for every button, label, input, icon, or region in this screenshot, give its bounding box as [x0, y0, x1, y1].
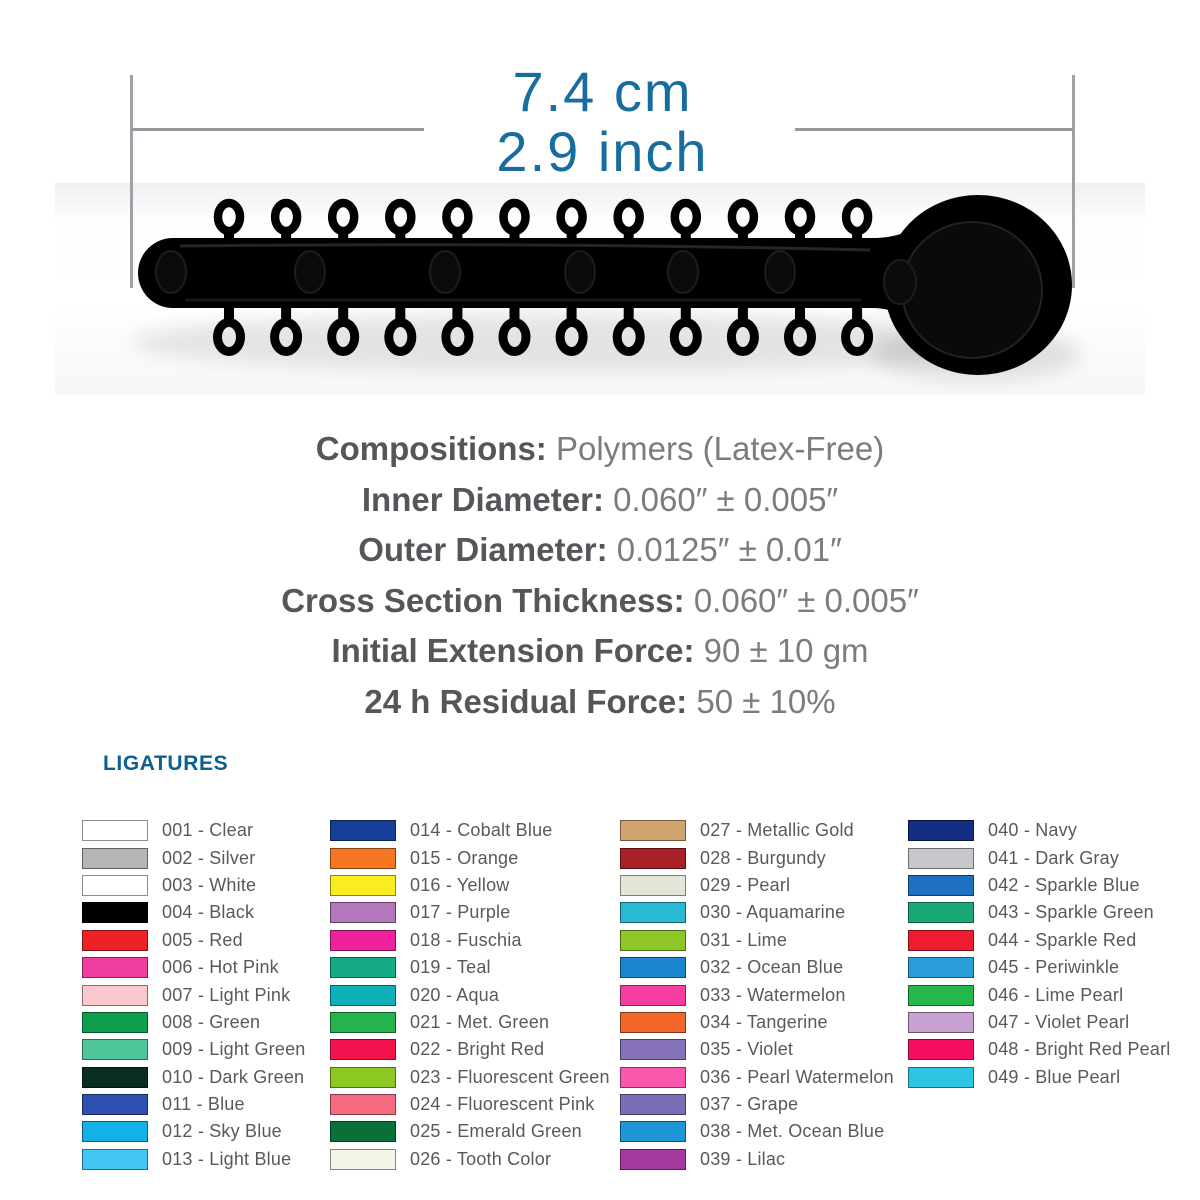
color-swatch [330, 1149, 396, 1170]
legend-row [82, 1009, 306, 1036]
legend-row [620, 1064, 894, 1091]
legend-label: 033 - Watermelon [700, 984, 846, 1005]
spec-value: 90 ± 10 gm [703, 632, 869, 669]
color-swatch [908, 1039, 974, 1060]
color-swatch [330, 957, 396, 978]
spec-label: 24 h Residual Force: [364, 682, 697, 720]
ligatures-heading: LIGATURES [103, 752, 229, 775]
spec-value: 50 ± 10% [696, 682, 836, 720]
legend-label: 022 - Bright Red [410, 1039, 545, 1060]
legend-label: 021 - Met. Green [410, 1011, 550, 1032]
color-swatch [82, 1012, 148, 1033]
legend-row [82, 872, 306, 899]
color-swatch [620, 1149, 686, 1170]
color-swatch [908, 902, 974, 923]
color-swatch [620, 820, 686, 841]
legend-label: 009 - Light Green [162, 1039, 306, 1060]
legend-label: 046 - Lime Pearl [988, 984, 1124, 1005]
color-swatch [330, 848, 396, 869]
spec-label: Outer Diameter: [358, 531, 617, 568]
dimension-label-cm: 7.4 cm [512, 60, 693, 123]
ligature-ring [618, 203, 640, 231]
legend-row [620, 872, 894, 899]
legend-row [620, 844, 894, 871]
legend-label: 038 - Met. Ocean Blue [700, 1121, 885, 1142]
legend-row [908, 817, 1171, 844]
rings-top [218, 203, 868, 242]
legend-row [908, 1036, 1171, 1063]
color-swatch [82, 1094, 148, 1115]
color-swatch [82, 1121, 148, 1142]
legend-row [330, 1091, 610, 1118]
legend-row [330, 981, 610, 1008]
legend-row [82, 899, 306, 926]
legend-column-3 [620, 817, 894, 1173]
legend-row [82, 817, 306, 844]
legend-row [330, 817, 610, 844]
legend-label: 011 - Blue [162, 1094, 245, 1115]
color-swatch [620, 1121, 686, 1142]
legend-column-4 [908, 817, 1171, 1091]
legend-label: 030 - Aquamarine [700, 902, 846, 923]
ligature-ring [789, 203, 811, 231]
legend-label: 023 - Fluorescent Green [410, 1066, 610, 1087]
legend-label: 025 - Emerald Green [410, 1121, 582, 1142]
color-swatch [620, 902, 686, 923]
spec-label: Cross Section Thickness: [281, 581, 694, 619]
legend-row [330, 872, 610, 899]
legend-row [908, 844, 1171, 871]
color-swatch [908, 930, 974, 951]
color-swatch [82, 1067, 148, 1088]
legend-label: 005 - Red [162, 929, 243, 950]
legend-label: 034 - Tangerine [700, 1011, 828, 1032]
legend-label: 045 - Periwinkle [988, 957, 1120, 978]
color-swatch [908, 985, 974, 1006]
legend-row [620, 1118, 894, 1145]
legend-label: 041 - Dark Gray [988, 847, 1120, 868]
color-swatch [908, 1067, 974, 1088]
color-swatch [82, 875, 148, 896]
legend-label: 019 - Teal [410, 957, 491, 978]
color-swatch [330, 930, 396, 951]
color-swatch [908, 1012, 974, 1033]
color-swatch [620, 1039, 686, 1060]
spec-line [0, 677, 1200, 728]
spec-line [0, 626, 1200, 677]
legend-label: 016 - Yellow [410, 874, 510, 895]
legend-row [82, 954, 306, 981]
legend-row [82, 1091, 306, 1118]
color-swatch [620, 848, 686, 869]
ligature-ring [504, 203, 526, 231]
legend-label: 044 - Sparkle Red [988, 929, 1137, 950]
legend-row [908, 927, 1171, 954]
color-swatch [82, 902, 148, 923]
color-swatch [82, 957, 148, 978]
legend-label: 048 - Bright Red Pearl [988, 1039, 1171, 1060]
color-swatch [330, 1094, 396, 1115]
legend-column-1 [82, 817, 306, 1173]
legend-row [620, 1036, 894, 1063]
spec-line [0, 424, 1200, 475]
legend-row [908, 899, 1171, 926]
legend-label: 032 - Ocean Blue [700, 957, 844, 978]
legend-label: 037 - Grape [700, 1094, 799, 1115]
legend-row [330, 1064, 610, 1091]
legend-label: 040 - Navy [988, 820, 1078, 841]
legend-label: 007 - Light Pink [162, 984, 291, 1005]
legend-row [620, 817, 894, 844]
spec-label: Inner Diameter: [361, 480, 614, 518]
legend-label: 003 - White [162, 874, 257, 895]
legend-row [82, 927, 306, 954]
color-swatch [82, 930, 148, 951]
spec-value: 0.0125″ ± 0.01″ [616, 531, 842, 568]
legend-row [620, 899, 894, 926]
stick-paddle-inner [902, 222, 1042, 358]
legend-row [620, 981, 894, 1008]
legend-label: 010 - Dark Green [162, 1066, 305, 1087]
ligature-ring [675, 203, 697, 231]
legend-label: 042 - Sparkle Blue [988, 874, 1140, 895]
legend-row [908, 872, 1171, 899]
legend-label: 008 - Green [162, 1011, 261, 1032]
legend-label: 029 - Pearl [700, 874, 791, 895]
color-swatch [908, 848, 974, 869]
color-swatch [908, 875, 974, 896]
legend-label: 043 - Sparkle Green [988, 902, 1154, 923]
color-swatch [620, 985, 686, 1006]
legend-column-2 [330, 817, 610, 1173]
legend-row [82, 1146, 306, 1173]
legend-row [330, 899, 610, 926]
legend-label: 017 - Purple [410, 902, 511, 923]
legend-label: 049 - Blue Pearl [988, 1066, 1121, 1087]
spec-line [0, 576, 1200, 627]
ligature-ring [332, 203, 354, 231]
legend-row [620, 1009, 894, 1036]
color-swatch [620, 875, 686, 896]
legend-label: 002 - Silver [162, 847, 256, 868]
legend-row [82, 1118, 306, 1145]
legend-label: 039 - Lilac [700, 1148, 786, 1169]
spec-label: Initial Extension Force: [331, 632, 704, 669]
color-swatch [330, 902, 396, 923]
color-swatch [620, 957, 686, 978]
legend-label: 028 - Burgundy [700, 847, 826, 868]
color-swatch [620, 1012, 686, 1033]
legend-row [620, 954, 894, 981]
color-swatch [908, 957, 974, 978]
legend-label: 018 - Fuschia [410, 929, 522, 950]
legend-row [330, 844, 610, 871]
legend-label: 024 - Fluorescent Pink [410, 1094, 595, 1115]
ligature-ring [218, 203, 240, 231]
legend-row [620, 927, 894, 954]
ligature-ring [275, 203, 297, 231]
legend-row [330, 1009, 610, 1036]
legend-label: 020 - Aqua [410, 984, 500, 1005]
legend-label: 027 - Metallic Gold [700, 820, 854, 841]
color-swatch [620, 1067, 686, 1088]
color-swatch [908, 820, 974, 841]
spec-line [0, 475, 1200, 526]
color-swatch [330, 1067, 396, 1088]
legend-row [908, 981, 1171, 1008]
spec-value: 0.060″ ± 0.005″ [693, 581, 919, 619]
color-swatch [82, 1039, 148, 1060]
color-swatch [620, 930, 686, 951]
legend-label: 026 - Tooth Color [410, 1148, 552, 1169]
legend-label: 047 - Violet Pearl [988, 1011, 1130, 1032]
legend-label: 015 - Orange [410, 847, 519, 868]
legend-row [82, 1036, 306, 1063]
dimension-label-inch: 2.9 inch [496, 120, 709, 183]
legend-label: 036 - Pearl Watermelon [700, 1066, 894, 1087]
legend-label: 001 - Clear [162, 820, 254, 841]
ligature-ring [561, 203, 583, 231]
legend-row [82, 1064, 306, 1091]
legend-row [908, 954, 1171, 981]
legend-label: 035 - Violet [700, 1039, 794, 1060]
color-swatch [330, 875, 396, 896]
legend-row [330, 927, 610, 954]
legend-label: 014 - Cobalt Blue [410, 820, 553, 841]
legend-label: 031 - Lime [700, 929, 788, 950]
color-swatch [330, 1039, 396, 1060]
color-swatch [82, 820, 148, 841]
color-swatch [330, 1012, 396, 1033]
legend-label: 006 - Hot Pink [162, 957, 279, 978]
product-image-ligature-stick [110, 182, 1090, 392]
legend-row [908, 1064, 1171, 1091]
legend-row [330, 1118, 610, 1145]
color-swatch [82, 848, 148, 869]
spec-line [0, 525, 1200, 576]
spec-label: Compositions: [315, 430, 556, 467]
legend-label: 013 - Light Blue [162, 1148, 292, 1169]
color-swatch [330, 820, 396, 841]
ligature-ring [846, 203, 868, 231]
legend-label: 012 - Sky Blue [162, 1121, 282, 1142]
legend-label: 004 - Black [162, 902, 255, 923]
color-swatch [82, 1149, 148, 1170]
legend-row [82, 981, 306, 1008]
color-swatch [82, 985, 148, 1006]
legend-row [620, 1146, 894, 1173]
ligature-ring [446, 203, 468, 231]
legend-row [620, 1091, 894, 1118]
specs-list [0, 424, 1200, 727]
legend-row [330, 954, 610, 981]
legend-row [330, 1146, 610, 1173]
legend-row [330, 1036, 610, 1063]
color-swatch [620, 1094, 686, 1115]
color-swatch [330, 1121, 396, 1142]
spec-value: 0.060″ ± 0.005″ [613, 480, 839, 518]
ligature-ring [389, 203, 411, 231]
legend-row [908, 1009, 1171, 1036]
legend-row [82, 844, 306, 871]
ligature-ring [732, 203, 754, 231]
color-swatch [330, 985, 396, 1006]
spec-value: Polymers (Latex-Free) [555, 430, 885, 467]
